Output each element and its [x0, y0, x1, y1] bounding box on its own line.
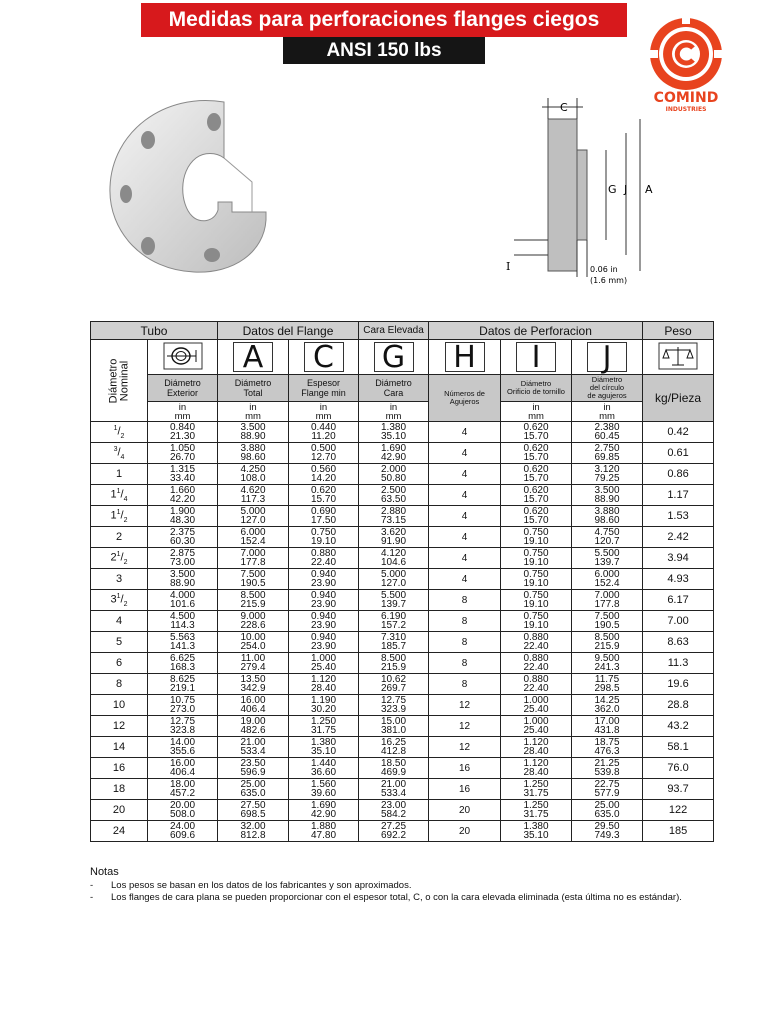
cell-cara: 27.25 692.2	[359, 821, 429, 842]
label-exterior: Diámetro Exterior	[148, 375, 218, 402]
cell-peso: 76.0	[643, 758, 714, 779]
label-espesor: Espesor Flange min	[289, 375, 359, 402]
cell-circulo: 2.750 69.85	[572, 443, 643, 464]
cell-exterior: 5.563 141.3	[148, 632, 218, 653]
cell-nominal: 1	[91, 464, 148, 485]
cell-exterior: 3.500 88.90	[148, 569, 218, 590]
cell-circulo: 17.00 431.8	[572, 716, 643, 737]
cell-peso: 1.53	[643, 506, 714, 527]
cell-total: 9.000 228.6	[218, 611, 289, 632]
cell-agujeros: 16	[429, 779, 501, 800]
cell-cara: 12.75 323.9	[359, 695, 429, 716]
cell-circulo: 2.380 60.45	[572, 422, 643, 443]
cell-peso: 122	[643, 800, 714, 821]
logo-gear-icon	[650, 16, 722, 90]
cell-circulo: 18.75 476.3	[572, 737, 643, 758]
cell-peso: 0.42	[643, 422, 714, 443]
cell-peso: 6.17	[643, 590, 714, 611]
table-row	[91, 569, 714, 590]
label-orificio: Diámetro Orificio de tornillo	[501, 375, 572, 402]
cell-total: 8.500 215.9	[218, 590, 289, 611]
cell-total: 5.000 127.0	[218, 506, 289, 527]
cell-nominal: $^3/_4$	[91, 443, 148, 464]
cell-circulo: 4.750 120.7	[572, 527, 643, 548]
cell-circulo: 9.500 241.3	[572, 653, 643, 674]
cell-espesor: 0.750 19.10	[289, 527, 359, 548]
cell-nominal: 2	[91, 527, 148, 548]
cell-nominal: 14	[91, 737, 148, 758]
cell-cara: 15.00 381.0	[359, 716, 429, 737]
label-agujeros: Números de Agujeros	[429, 375, 501, 422]
cell-exterior: 6.625 168.3	[148, 653, 218, 674]
cell-espesor: 1.120 28.40	[289, 674, 359, 695]
cell-circulo: 8.500 215.9	[572, 632, 643, 653]
cell-nominal: 24	[91, 821, 148, 842]
cell-circulo: 11.75 298.5	[572, 674, 643, 695]
table-row	[91, 737, 714, 758]
unit-row	[91, 402, 714, 422]
letter-c: C	[289, 340, 359, 375]
unit-cell: in mm	[501, 402, 572, 422]
cell-exterior: 16.00 406.4	[148, 758, 218, 779]
cell-agujeros: 4	[429, 569, 501, 590]
cell-circulo: 21.25 539.8	[572, 758, 643, 779]
cell-orificio: 0.620 15.70	[501, 422, 572, 443]
cell-circulo: 6.000 152.4	[572, 569, 643, 590]
table-row	[91, 464, 714, 485]
cell-orificio: 0.620 15.70	[501, 464, 572, 485]
nominal-header: Diámetro Nominal	[91, 340, 148, 422]
unit-cell: in mm	[572, 402, 643, 422]
table-row	[91, 779, 714, 800]
cell-cara: 1.690 42.90	[359, 443, 429, 464]
cell-agujeros: 8	[429, 611, 501, 632]
cell-orificio: 0.750 19.10	[501, 527, 572, 548]
cell-cara: 18.50 469.9	[359, 758, 429, 779]
cell-total: 27.50 698.5	[218, 800, 289, 821]
dim-i-label: I	[506, 260, 511, 273]
cell-agujeros: 4	[429, 422, 501, 443]
cell-nominal: 16	[91, 758, 148, 779]
cell-cara: 21.00 533.4	[359, 779, 429, 800]
cell-circulo: 3.120 79.25	[572, 464, 643, 485]
pipe-icon	[148, 340, 218, 375]
cell-total: 4.620 117.3	[218, 485, 289, 506]
cell-agujeros: 12	[429, 716, 501, 737]
flange-section-diagram	[500, 92, 670, 292]
cell-nominal: $^1/_2$	[91, 422, 148, 443]
cell-exterior: 18.00 457.2	[148, 779, 218, 800]
cell-orificio: 0.750 19.10	[501, 611, 572, 632]
label-kg-pieza: kg/Pieza	[643, 375, 714, 422]
cell-orificio: 0.880 22.40	[501, 653, 572, 674]
cell-agujeros: 4	[429, 527, 501, 548]
cell-espesor: 0.440 11.20	[289, 422, 359, 443]
label-circulo: Diámetro del círculo de agujeros	[572, 375, 643, 402]
cell-agujeros: 20	[429, 800, 501, 821]
cell-exterior: 2.375 60.30	[148, 527, 218, 548]
cell-cara: 8.500 215.9	[359, 653, 429, 674]
cell-peso: 2.42	[643, 527, 714, 548]
table-row	[91, 506, 714, 527]
unit-cell: in mm	[218, 402, 289, 422]
cell-exterior: 4.500 114.3	[148, 611, 218, 632]
letter-row	[91, 340, 714, 375]
cell-peso: 185	[643, 821, 714, 842]
cell-exterior: 12.75 323.8	[148, 716, 218, 737]
letter-g: G	[359, 340, 429, 375]
cell-orificio: 0.620 15.70	[501, 506, 572, 527]
cell-orificio: 0.620 15.70	[501, 443, 572, 464]
cell-cara: 7.310 185.7	[359, 632, 429, 653]
letter-i: I	[501, 340, 572, 375]
cell-exterior: 1.900 48.30	[148, 506, 218, 527]
cell-orificio: 0.880 22.40	[501, 632, 572, 653]
cell-circulo: 3.500 88.90	[572, 485, 643, 506]
cell-nominal: 8	[91, 674, 148, 695]
unit-cell: in mm	[148, 402, 218, 422]
cell-espesor: 1.560 39.60	[289, 779, 359, 800]
cell-circulo: 5.500 139.7	[572, 548, 643, 569]
dim-a-label: A	[645, 183, 653, 196]
table-row	[91, 674, 714, 695]
cell-espesor: 1.690 42.90	[289, 800, 359, 821]
cell-total: 4.250 108.0	[218, 464, 289, 485]
cell-agujeros: 12	[429, 695, 501, 716]
table-row	[91, 632, 714, 653]
cell-peso: 8.63	[643, 632, 714, 653]
cell-cara: 2.000 50.80	[359, 464, 429, 485]
cell-nominal: 12	[91, 716, 148, 737]
cell-orificio: 1.250 31.75	[501, 800, 572, 821]
cell-circulo: 22.75 577.9	[572, 779, 643, 800]
unit-cell: in mm	[289, 402, 359, 422]
letter-h: H	[429, 340, 501, 375]
cell-cara: 5.500 139.7	[359, 590, 429, 611]
cell-nominal: $3^1/_2$	[91, 590, 148, 611]
group-tubo: Tubo	[91, 322, 218, 340]
flange-illustration	[104, 92, 276, 278]
cell-espesor: 1.880 47.80	[289, 821, 359, 842]
cell-espesor: 1.000 25.40	[289, 653, 359, 674]
cell-peso: 4.93	[643, 569, 714, 590]
offset-in-label: 0.06 in	[590, 265, 618, 274]
table-row	[91, 758, 714, 779]
cell-nominal: 3	[91, 569, 148, 590]
cell-peso: 19.6	[643, 674, 714, 695]
cell-espesor: 1.440 36.60	[289, 758, 359, 779]
cell-total: 7.500 190.5	[218, 569, 289, 590]
label-cara: Diámetro Cara	[359, 375, 429, 402]
cell-nominal: $2^1/_2$	[91, 548, 148, 569]
cell-orificio: 1.250 31.75	[501, 779, 572, 800]
group-perforacion: Datos de Perforacion	[429, 322, 643, 340]
cell-espesor: 0.940 23.90	[289, 590, 359, 611]
cell-agujeros: 4	[429, 548, 501, 569]
cell-total: 13.50 342.9	[218, 674, 289, 695]
group-header-row	[91, 322, 714, 340]
cell-circulo: 25.00 635.0	[572, 800, 643, 821]
cell-agujeros: 4	[429, 464, 501, 485]
cell-orificio: 0.750 19.10	[501, 590, 572, 611]
cell-orificio: 1.000 25.40	[501, 695, 572, 716]
cell-total: 19.00 482.6	[218, 716, 289, 737]
cell-exterior: 2.875 73.00	[148, 548, 218, 569]
cell-total: 16.00 406.4	[218, 695, 289, 716]
cell-circulo: 3.880 98.60	[572, 506, 643, 527]
cell-cara: 4.120 104.6	[359, 548, 429, 569]
cell-espesor: 0.940 23.90	[289, 632, 359, 653]
cell-agujeros: 12	[429, 737, 501, 758]
cell-circulo: 7.000 177.8	[572, 590, 643, 611]
cell-agujeros: 4	[429, 485, 501, 506]
table-row	[91, 527, 714, 548]
cell-exterior: 14.00 355.6	[148, 737, 218, 758]
label-row	[91, 375, 714, 402]
page-subtitle: ANSI 150 lbs	[283, 37, 485, 64]
table-row	[91, 653, 714, 674]
cell-orificio: 0.750 19.10	[501, 548, 572, 569]
scale-icon	[643, 340, 714, 375]
cell-agujeros: 8	[429, 653, 501, 674]
note-item: - Los pesos se basan en los datos de los fabricantes y son aproximados.	[90, 879, 412, 891]
cell-nominal: $1^1/_2$	[91, 506, 148, 527]
cell-peso: 1.17	[643, 485, 714, 506]
cell-nominal: $1^1/_4$	[91, 485, 148, 506]
cell-total: 10.00 254.0	[218, 632, 289, 653]
cell-total: 3.500 88.90	[218, 422, 289, 443]
cell-total: 23.50 596.9	[218, 758, 289, 779]
cell-cara: 10.62 269.7	[359, 674, 429, 695]
cell-espesor: 1.380 35.10	[289, 737, 359, 758]
cell-peso: 3.94	[643, 548, 714, 569]
cell-peso: 7.00	[643, 611, 714, 632]
cell-total: 6.000 152.4	[218, 527, 289, 548]
letter-j: J	[572, 340, 643, 375]
cell-circulo: 14.25 362.0	[572, 695, 643, 716]
cell-total: 11.00 279.4	[218, 653, 289, 674]
cell-total: 32.00 812.8	[218, 821, 289, 842]
cell-espesor: 0.560 14.20	[289, 464, 359, 485]
table-body	[91, 422, 714, 842]
notes	[90, 866, 730, 905]
logo-name: COMIND	[653, 90, 719, 106]
notes-title: Notas	[90, 866, 119, 878]
cell-cara: 1.380 35.10	[359, 422, 429, 443]
logo-sub: INDUSTRIES	[665, 106, 707, 113]
dim-c-label: C	[560, 101, 568, 114]
label-total: Diámetro Total	[218, 375, 289, 402]
cell-peso: 93.7	[643, 779, 714, 800]
cell-peso: 0.86	[643, 464, 714, 485]
cell-nominal: 5	[91, 632, 148, 653]
cell-total: 3.880 98.60	[218, 443, 289, 464]
cell-exterior: 1.660 42.20	[148, 485, 218, 506]
letter-a: A	[218, 340, 289, 375]
cell-exterior: 24.00 609.6	[148, 821, 218, 842]
group-flange: Datos del Flange	[218, 322, 359, 340]
cell-cara: 2.500 63.50	[359, 485, 429, 506]
table-row	[91, 422, 714, 443]
cell-exterior: 10.75 273.0	[148, 695, 218, 716]
cell-espesor: 0.940 23.90	[289, 569, 359, 590]
cell-total: 25.00 635.0	[218, 779, 289, 800]
cell-cara: 6.190 157.2	[359, 611, 429, 632]
cell-espesor: 0.940 23.90	[289, 611, 359, 632]
cell-exterior: 1.315 33.40	[148, 464, 218, 485]
cell-peso: 28.8	[643, 695, 714, 716]
cell-nominal: 20	[91, 800, 148, 821]
spec-table	[90, 321, 714, 842]
cell-circulo: 29.50 749.3	[572, 821, 643, 842]
cell-espesor: 1.250 31.75	[289, 716, 359, 737]
cell-exterior: 0.840 21.30	[148, 422, 218, 443]
cell-orificio: 1.120 28.40	[501, 758, 572, 779]
cell-nominal: 4	[91, 611, 148, 632]
cell-nominal: 6	[91, 653, 148, 674]
cell-peso: 58.1	[643, 737, 714, 758]
cell-orificio: 1.120 28.40	[501, 737, 572, 758]
unit-cell: in mm	[359, 402, 429, 422]
dim-j-label: J	[624, 183, 628, 196]
cell-orificio: 0.620 15.70	[501, 485, 572, 506]
cell-peso: 0.61	[643, 443, 714, 464]
cell-agujeros: 4	[429, 506, 501, 527]
table-row	[91, 548, 714, 569]
cell-exterior: 20.00 508.0	[148, 800, 218, 821]
cell-exterior: 1.050 26.70	[148, 443, 218, 464]
page-title: Medidas para perforaciones flanges ciegos	[141, 3, 627, 37]
cell-cara: 23.00 584.2	[359, 800, 429, 821]
cell-cara: 16.25 412.8	[359, 737, 429, 758]
cell-cara: 5.000 127.0	[359, 569, 429, 590]
cell-cara: 2.880 73.15	[359, 506, 429, 527]
group-peso: Peso	[643, 322, 714, 340]
cell-peso: 43.2	[643, 716, 714, 737]
cell-exterior: 8.625 219.1	[148, 674, 218, 695]
table-row	[91, 821, 714, 842]
cell-orificio: 1.380 35.10	[501, 821, 572, 842]
cell-orificio: 1.000 25.40	[501, 716, 572, 737]
offset-mm-label: (1.6 mm)	[590, 276, 628, 285]
cell-total: 21.00 533.4	[218, 737, 289, 758]
dim-g-label: G	[608, 183, 617, 196]
note-item: - Los flanges de cara plana se pueden proporcionar con el espesor total, C, o con la cara elevada eliminada (esta última no es estándar).	[90, 892, 682, 903]
cell-espesor: 0.620 15.70	[289, 485, 359, 506]
cell-nominal: 10	[91, 695, 148, 716]
cell-agujeros: 8	[429, 590, 501, 611]
cell-orificio: 0.750 19.10	[501, 569, 572, 590]
table-row	[91, 716, 714, 737]
cell-agujeros: 16	[429, 758, 501, 779]
cell-circulo: 7.500 190.5	[572, 611, 643, 632]
table-row	[91, 485, 714, 506]
cell-exterior: 4.000 101.6	[148, 590, 218, 611]
cell-agujeros: 4	[429, 443, 501, 464]
cell-agujeros: 20	[429, 821, 501, 842]
cell-total: 7.000 177.8	[218, 548, 289, 569]
cell-espesor: 1.190 30.20	[289, 695, 359, 716]
cell-espesor: 0.500 12.70	[289, 443, 359, 464]
table-row	[91, 611, 714, 632]
cell-peso: 11.3	[643, 653, 714, 674]
cell-nominal: 18	[91, 779, 148, 800]
table-row	[91, 590, 714, 611]
cell-espesor: 0.880 22.40	[289, 548, 359, 569]
cell-orificio: 0.880 22.40	[501, 674, 572, 695]
table-row	[91, 443, 714, 464]
table-row	[91, 695, 714, 716]
cell-cara: 3.620 91.90	[359, 527, 429, 548]
cell-agujeros: 8	[429, 674, 501, 695]
cell-agujeros: 8	[429, 632, 501, 653]
group-cara: Cara Elevada	[359, 322, 429, 340]
cell-espesor: 0.690 17.50	[289, 506, 359, 527]
table-row	[91, 800, 714, 821]
